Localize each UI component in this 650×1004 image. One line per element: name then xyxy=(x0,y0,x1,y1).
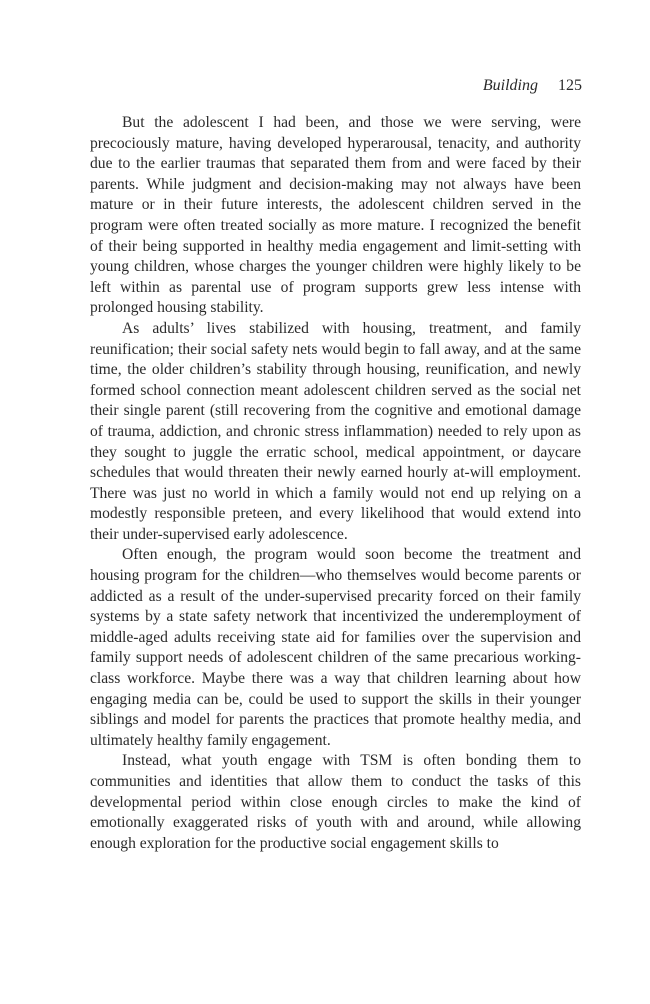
paragraph: Instead, what youth engage with TSM is often bonding them to communities and identities that allow them to conduct the tasks of this developmental period within close enough circles to make the kind of emotionally exaggerated risks of youth with and around, while allowing enough exploration for the productive social engagement skills to xyxy=(90,752,581,852)
body-text xyxy=(90,113,581,854)
paragraph: But the adolescent I had been, and those we were serving, were precociously mature, having developed hyperarousal, tenacity, and authority due to the earlier traumas that separated them from and were faced by their parents. While judgment and decision-making may not always have been mature or in their future interests, the adolescent children served in the program were often treated socially as more mature. I recognized the benefit of their being supported in healthy media engagement and limit-setting with young children, whose charges the younger children were highly likely to be left within as parental use of program supports grew less intense with prolonged housing stability. xyxy=(90,114,581,317)
running-head xyxy=(483,76,582,96)
page-number: 125 xyxy=(558,77,582,94)
paragraph: As adults’ lives stabilized with housing, treatment, and family reunification; their social safety nets would begin to fall away, and at the same time, the older children’s stability through housing, reunification, and newly formed school connection meant adolescent children served as the social net their single parent (still recovering from the cognitive and emotional damage of trauma, addiction, and chronic stress inflammation) needed to rely upon as they sought to juggle the erratic school, medical appointment, or daycare schedules that would threaten their newly earned hourly at-will employment. There was just no world in which a family would not end up relying on a modestly responsible preteen, and every likelihood that would extend into their under-supervised early adolescence. xyxy=(90,319,581,543)
running-head-section-title: Building xyxy=(482,77,538,94)
paragraph: Often enough, the program would soon become the treatment and housing program for the children—who themselves would become parents or addicted as a result of the under-supervised precarity forced on their family systems by a state safety network that incentivized the underemployment of middle-aged adults receiving state aid for families over the supervision and family support needs of adolescent children of the same precarious working-class workforce. Maybe there was a way that children learning about how engaging media can be, could be used to support the skills in their younger siblings and model for parents the practices that promote healthy media, and ultimately healthy family engagement. xyxy=(90,546,581,749)
